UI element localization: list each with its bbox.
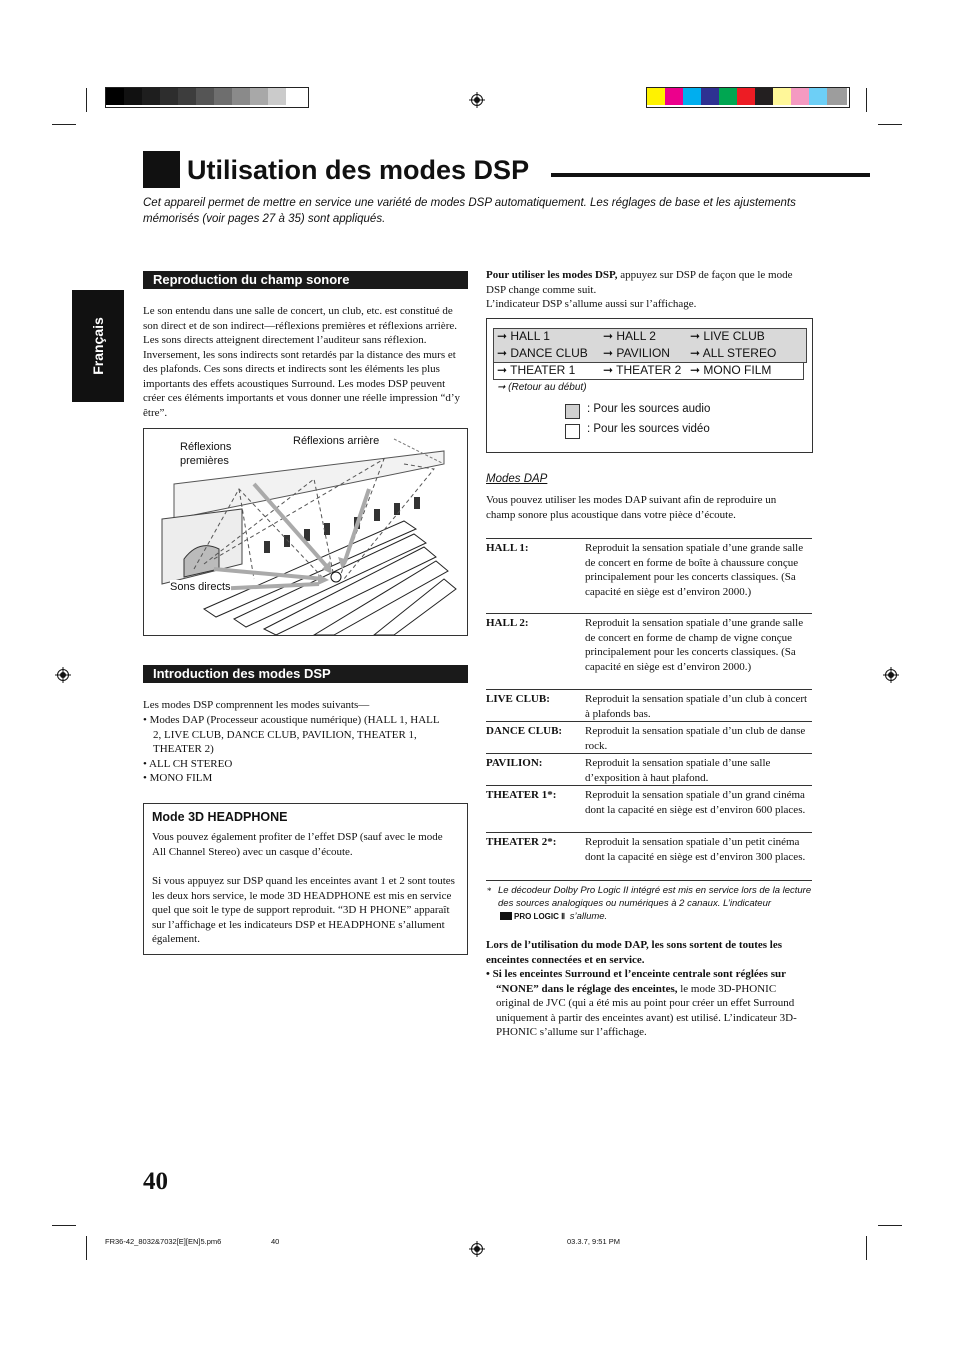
dsp-usage-bold: Pour utiliser les modes DSP, xyxy=(486,269,618,281)
list-item: • Modes DAP (Processeur acoustique numérique) (HALL 1, HALL 2, LIVE CLUB, DANCE CLUB, PAVILION, THEATER 1, THEATER 2) xyxy=(143,714,440,755)
mode-dance-club: ➞ DANCE CLUB xyxy=(497,346,588,360)
gray-swatch xyxy=(124,88,142,105)
sound-field-paragraph: Le son entendu dans une salle de concert, un club, etc. est constitué de son direct et de son indirect—réflexions premières et réflexions arrière. Les sons directs atteignent directement l’auditeur sans réflexion. Inversement, les sons indirects sont retardés par la distance des murs et des plafonds. Ces sons directs et indirects sont les éléments les plus importants des effets acoustiques Surround. Les modes DSP peuvent créer ces éléments importants et vous donner une réelle impression “d’y être”. xyxy=(143,305,461,419)
dap-warning-bullet-bold: • Si les enceintes Surround et l’enceinte centrale sont réglées sur “NONE” dans le réglage des enceintes, xyxy=(486,968,786,995)
dsp-usage-paragraph xyxy=(486,268,806,297)
dap-warning-bullet xyxy=(486,967,811,1040)
figure-label-direct-sounds: Sons directs xyxy=(170,581,231,593)
gray-swatch xyxy=(250,88,268,105)
language-tab xyxy=(72,290,124,402)
color-swatch xyxy=(701,88,719,105)
dap-mode-desc: Reproduit la sensation spatiale d’une grande salle de concert en forme de boîte à chaussure conçue principalement pour les concerts classiques. (Sa capacité en siège est d’environ 2000.) xyxy=(585,542,804,598)
dap-mode-name: THEATER 2*: xyxy=(486,836,557,848)
mode-pavilion: ➞ PAVILION xyxy=(603,346,670,360)
color-swatch xyxy=(665,88,683,105)
gray-swatch xyxy=(178,88,196,105)
registration-mark-icon xyxy=(883,667,899,683)
return-to-start-label: ➞ (Retour au début) xyxy=(497,382,587,393)
section-heading-dsp-intro: Introduction des modes DSP xyxy=(143,665,468,683)
figure-label-early-reflections-2: premières xyxy=(180,455,229,467)
table-row xyxy=(486,753,812,786)
figure-label-rear-reflections: Réflexions arrière xyxy=(293,435,380,447)
dsp-indicator-note: L’indicateur DSP s’allume aussi sur l’affichage. xyxy=(486,298,697,310)
registration-mark-icon xyxy=(55,667,71,683)
dsp-mode-cycle-box xyxy=(486,318,813,453)
dap-mode-name: HALL 2: xyxy=(486,617,529,629)
gray-swatch xyxy=(106,88,124,105)
dap-mode-name: DANCE CLUB: xyxy=(486,725,563,737)
dap-intro: Vous pouvez utiliser les modes DAP suivant afin de reproduire un champ sonore plus acoustique dans votre pièce d’écoute. xyxy=(486,494,777,521)
dolby-icon xyxy=(500,912,512,920)
list-item: • MONO FILM xyxy=(143,772,213,784)
color-swatch xyxy=(719,88,737,105)
color-swatch xyxy=(773,88,791,105)
dap-mode-name: LIVE CLUB: xyxy=(486,693,550,705)
headphone-box-title: Mode 3D HEADPHONE xyxy=(152,810,288,824)
table-row xyxy=(486,721,812,754)
footnote-text xyxy=(498,884,813,923)
pro-logic-logo xyxy=(498,912,567,922)
dsp-mode-list xyxy=(143,713,443,786)
color-swatch xyxy=(683,88,701,105)
legend-audio-label: : Pour les sources audio xyxy=(587,403,711,415)
page-number: 40 xyxy=(143,1168,168,1195)
table-row xyxy=(486,613,812,690)
headphone-box-paragraph-2: Si vous appuyez sur DSP quand les enceintes avant 1 et 2 sont toutes les deux hors service, le mode 3D HEADPHONE est mis en service quel que soit le type de support reproduit. “3D H PHONE” apparaît sur l’affichage et les indicateurs DSP et HEADPHONE s’allument également. xyxy=(152,875,455,945)
mode-theater-1: ➞ THEATER 1 xyxy=(497,363,576,377)
mode-mono-film: ➞ MONO FILM xyxy=(690,363,772,377)
gray-swatch xyxy=(268,88,286,105)
dap-mode-name: HALL 1: xyxy=(486,542,529,554)
dsp-usage-text: appuyez sur DSP de façon que le mode DSP change comme suit. xyxy=(486,269,793,296)
color-swatch xyxy=(755,88,773,105)
color-swatch xyxy=(791,88,809,105)
registration-mark-icon xyxy=(469,1241,485,1257)
legend-video-label: : Pour les sources vidéo xyxy=(587,423,710,435)
language-tab-label: Français xyxy=(90,317,106,375)
title-rule xyxy=(551,173,870,177)
section-heading-sound-field: Reproduction du champ sonore xyxy=(143,271,468,289)
footer-date: 03.3.7, 9:51 PM xyxy=(567,1237,620,1246)
color-swatch xyxy=(737,88,755,105)
mode-live-club: ➞ LIVE CLUB xyxy=(690,329,765,343)
table-row xyxy=(486,689,812,722)
dap-mode-desc: Reproduit la sensation spatiale d’un club à concert à plafonds bas. xyxy=(585,693,808,720)
page-title: Utilisation des modes DSP xyxy=(187,155,530,185)
gray-swatch xyxy=(286,88,306,105)
color-swatch xyxy=(827,88,847,105)
table-row xyxy=(486,538,812,614)
gray-swatch xyxy=(160,88,178,105)
dap-mode-name: THEATER 1*: xyxy=(486,789,557,801)
dap-heading: Modes DAP xyxy=(486,473,548,485)
dap-mode-desc: Reproduit la sensation spatiale d’une salle d’exposition à haut plafond. xyxy=(585,757,771,784)
legend-video-swatch xyxy=(565,424,580,439)
legend-audio-swatch xyxy=(565,404,580,419)
concert-hall-figure xyxy=(143,428,468,636)
dap-mode-desc: Reproduit la sensation spatiale d’un petit cinéma dont la capacité en siège est d’environ 300 places. xyxy=(585,836,806,863)
footnote-marker: * xyxy=(487,886,492,896)
dap-mode-desc: Reproduit la sensation spatiale d’un grand cinéma dont la capacité en siège est d’environ 600 places. xyxy=(585,789,806,816)
mode-all-stereo: ➞ ALL STEREO xyxy=(690,346,777,360)
footer-page: 40 xyxy=(271,1237,280,1246)
title-block-square xyxy=(143,151,180,188)
gray-swatch xyxy=(232,88,250,105)
footnote-part-1: Le décodeur Dolby Pro Logic II intégré est mis en service lors de la lecture des sources analogiques ou numériques à 2 canaux. L’indicateur xyxy=(498,885,812,909)
headphone-mode-box xyxy=(143,803,468,955)
figure-label-early-reflections: Réflexions xyxy=(180,441,232,453)
table-row xyxy=(486,785,812,833)
dap-mode-desc: Reproduit la sensation spatiale d’un club de danse rock. xyxy=(585,725,806,752)
footer-file-name: FR36-42_8032&7032[E][EN]5.pm6 xyxy=(105,1237,222,1246)
dap-mode-desc: Reproduit la sensation spatiale d’une grande salle de concert en forme de champ de vigne conçue principalement pour les concerts classiques. (Sa capacité en siège est d’environ 2000.) xyxy=(585,617,804,673)
mode-hall-1: ➞ HALL 1 xyxy=(497,329,550,343)
dap-warning-bold: Lors de l’utilisation du mode DAP, les sons sortent de toutes les enceintes connectées et en service. xyxy=(486,939,782,966)
list-item: • ALL CH STEREO xyxy=(143,757,233,770)
gray-swatch xyxy=(196,88,214,105)
table-row xyxy=(486,832,812,881)
gray-swatch xyxy=(142,88,160,105)
dap-warning-bullet-text: le mode 3D-PHONIC original de JVC (qui a été mis au point pour créer un effet Surround uniquement à partir des enceintes avant) est utilisé. L’indicateur 3D-PHONIC s’allume sur l’affichage. xyxy=(496,982,797,1038)
mode-theater-2: ➞ THEATER 2 xyxy=(603,363,682,377)
color-swatch xyxy=(647,88,665,105)
headphone-box-paragraph-1: Vous pouvez également profiter de l’effet DSP (sauf avec le mode All Channel Stereo) avec un casque d’écoute. xyxy=(152,831,443,858)
gray-swatch xyxy=(214,88,232,105)
registration-mark-icon xyxy=(469,92,485,108)
dap-mode-name: PAVILION: xyxy=(486,757,543,769)
intro-text: Cet appareil permet de mettre en service une variété de modes DSP automatiquement. Les réglages de base et les ajustements mémorisés (voir pages 27 à 35) sont appliqués. xyxy=(143,197,796,225)
pro-logic-label: PRO LOGIC Ⅱ xyxy=(514,912,566,921)
color-swatch xyxy=(809,88,827,105)
mode-hall-2: ➞ HALL 2 xyxy=(603,329,656,343)
dsp-intro-lead: Les modes DSP comprennent les modes suivants— xyxy=(143,699,370,711)
footnote-part-2: s’allume. xyxy=(567,911,608,922)
